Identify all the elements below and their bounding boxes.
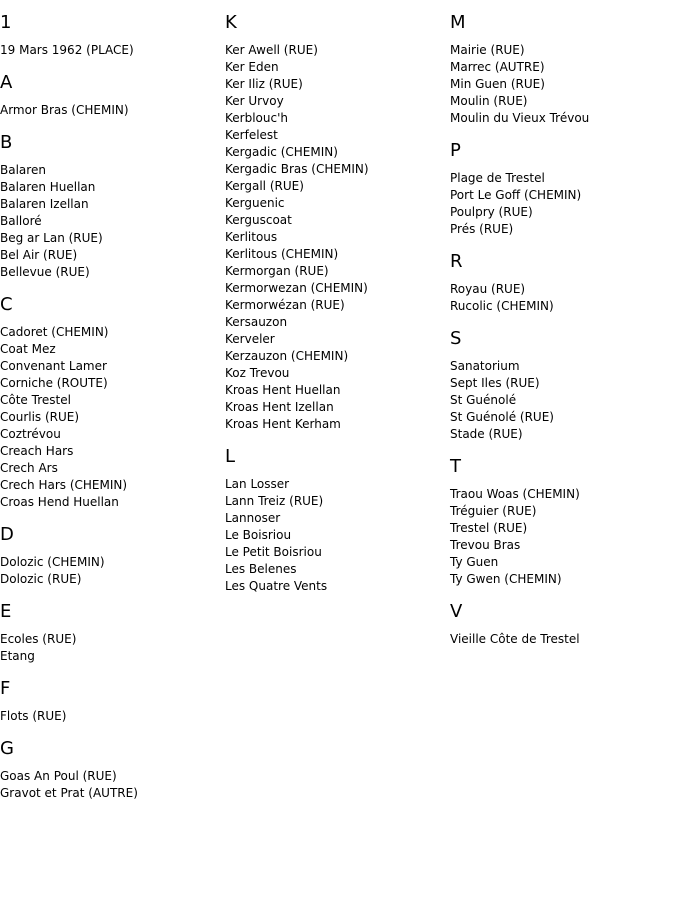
- street-item[interactable]: Etang: [0, 649, 35, 663]
- letter-section-e: [0, 601, 225, 665]
- street-item[interactable]: Goas An Poul (RUE): [0, 769, 117, 783]
- street-item[interactable]: Poulpry (RUE): [450, 205, 533, 219]
- directory-column: [0, 0, 225, 815]
- street-item[interactable]: Lan Losser: [225, 477, 290, 491]
- letter-section-a: [0, 72, 225, 119]
- street-list: [0, 42, 225, 59]
- street-list: [450, 170, 675, 238]
- street-item[interactable]: Ker Urvoy: [225, 94, 284, 108]
- letter-heading: L: [225, 446, 236, 467]
- street-item[interactable]: Ker Eden: [225, 60, 279, 74]
- street-list: [0, 631, 225, 665]
- street-item[interactable]: Coztrévou: [0, 427, 61, 441]
- letter-heading: G: [0, 738, 14, 759]
- letter-section-s: [450, 328, 675, 443]
- street-item[interactable]: Kergadic Bras (CHEMIN): [225, 162, 369, 176]
- letter-section-d: [0, 524, 225, 588]
- letter-section-b: [0, 132, 225, 281]
- street-item[interactable]: Coat Mez: [0, 342, 56, 356]
- letter-section-r: [450, 251, 675, 315]
- street-item[interactable]: Kermorwezan (CHEMIN): [225, 281, 368, 295]
- street-item[interactable]: Flots (RUE): [0, 709, 67, 723]
- street-item[interactable]: Moulin (RUE): [450, 94, 528, 108]
- street-item[interactable]: Stade (RUE): [450, 427, 523, 441]
- street-item[interactable]: Bel Air (RUE): [0, 248, 78, 262]
- street-item[interactable]: Balaren Huellan: [0, 180, 96, 194]
- street-item[interactable]: Trestel (RUE): [450, 521, 528, 535]
- letter-heading: M: [450, 12, 466, 33]
- street-item[interactable]: Kerlitous: [225, 230, 278, 244]
- letter-heading: B: [0, 132, 13, 153]
- letter-heading: T: [450, 456, 461, 477]
- letter-heading: P: [450, 140, 461, 161]
- letter-section-v: [450, 601, 675, 648]
- street-item[interactable]: Lannoser: [225, 511, 281, 525]
- street-item[interactable]: Traou Woas (CHEMIN): [450, 487, 580, 501]
- street-item[interactable]: Plage de Trestel: [450, 171, 545, 185]
- street-item[interactable]: Corniche (ROUTE): [0, 376, 108, 390]
- street-list: [450, 281, 675, 315]
- street-item[interactable]: Kerveler: [225, 332, 275, 346]
- street-item[interactable]: Kergall (RUE): [225, 179, 304, 193]
- street-item[interactable]: Courlis (RUE): [0, 410, 80, 424]
- street-item[interactable]: Kerlitous (CHEMIN): [225, 247, 339, 261]
- directory-column: [225, 0, 450, 608]
- street-item[interactable]: Cadoret (CHEMIN): [0, 325, 109, 339]
- street-item[interactable]: Balaren Izellan: [0, 197, 89, 211]
- street-item[interactable]: St Guénolé (RUE): [450, 410, 554, 424]
- street-item[interactable]: Trevou Bras: [450, 538, 521, 552]
- street-item[interactable]: Vieille Côte de Trestel: [450, 632, 580, 646]
- street-item[interactable]: Ker Iliz (RUE): [225, 77, 303, 91]
- street-list: [0, 324, 225, 511]
- letter-heading: 1: [0, 12, 12, 33]
- letter-heading: K: [225, 12, 237, 33]
- letter-section-g: [0, 738, 225, 802]
- letter-section-f: [0, 678, 225, 725]
- street-list: [225, 42, 450, 433]
- street-item[interactable]: Koz Trevou: [225, 366, 290, 380]
- street-item[interactable]: Lann Treiz (RUE): [225, 494, 324, 508]
- street-item[interactable]: Moulin du Vieux Trévou: [450, 111, 590, 125]
- street-item[interactable]: Kersauzon: [225, 315, 288, 329]
- street-list: [450, 486, 675, 588]
- street-item[interactable]: Côte Trestel: [0, 393, 71, 407]
- street-item[interactable]: Mairie (RUE): [450, 43, 525, 57]
- street-item[interactable]: Kerfelest: [225, 128, 278, 142]
- letter-heading: E: [0, 601, 12, 622]
- letter-heading: A: [0, 72, 13, 93]
- letter-section-l: [225, 446, 450, 595]
- street-list: [0, 554, 225, 588]
- street-item[interactable]: Royau (RUE): [450, 282, 526, 296]
- street-item[interactable]: Kerguscoat: [225, 213, 292, 227]
- street-item[interactable]: Crech Ars: [0, 461, 58, 475]
- street-item[interactable]: Croas Hend Huellan: [0, 495, 119, 509]
- street-item[interactable]: Le Boisriou: [225, 528, 292, 542]
- street-list: [225, 476, 450, 595]
- letter-section-1: [0, 12, 225, 59]
- street-item[interactable]: Armor Bras (CHEMIN): [0, 103, 129, 117]
- street-item[interactable]: Sept Iles (RUE): [450, 376, 540, 390]
- street-item[interactable]: Kerguenic: [225, 196, 285, 210]
- letter-section-p: [450, 140, 675, 238]
- street-item[interactable]: Le Petit Boisriou: [225, 545, 322, 559]
- street-list: [450, 42, 675, 127]
- letter-heading: F: [0, 678, 11, 699]
- street-item[interactable]: Sanatorium: [450, 359, 520, 373]
- letter-heading: C: [0, 294, 13, 315]
- street-item[interactable]: Bellevue (RUE): [0, 265, 90, 279]
- street-item[interactable]: Kroas Hent Kerham: [225, 417, 341, 431]
- street-list: [450, 631, 675, 648]
- street-list: [0, 102, 225, 119]
- letter-heading: S: [450, 328, 462, 349]
- letter-heading: D: [0, 524, 14, 545]
- street-item[interactable]: Kerzauzon (CHEMIN): [225, 349, 349, 363]
- street-item[interactable]: Tréguier (RUE): [450, 504, 537, 518]
- street-item[interactable]: Dolozic (RUE): [0, 572, 82, 586]
- street-list: [0, 768, 225, 802]
- letter-section-m: [450, 12, 675, 127]
- street-item[interactable]: Creach Hars: [0, 444, 74, 458]
- street-item[interactable]: Les Quatre Vents: [225, 579, 328, 593]
- letter-section-c: [0, 294, 225, 511]
- street-item[interactable]: Kroas Hent Izellan: [225, 400, 334, 414]
- street-list: [0, 708, 225, 725]
- street-item[interactable]: Ty Guen: [450, 555, 499, 569]
- street-item[interactable]: Rucolic (CHEMIN): [450, 299, 554, 313]
- street-item[interactable]: Balaren: [0, 163, 46, 177]
- letter-heading: V: [450, 601, 463, 622]
- street-item[interactable]: Kermorwézan (RUE): [225, 298, 345, 312]
- letter-heading: R: [450, 251, 463, 272]
- street-item[interactable]: Port Le Goff (CHEMIN): [450, 188, 582, 202]
- street-item[interactable]: Convenant Lamer: [0, 359, 107, 373]
- street-list: [450, 358, 675, 443]
- street-item[interactable]: Kerblouc'h: [225, 111, 288, 125]
- street-item[interactable]: Balloré: [0, 214, 42, 228]
- street-item[interactable]: Marrec (AUTRE): [450, 60, 545, 74]
- street-item[interactable]: Ker Awell (RUE): [225, 43, 318, 57]
- street-item[interactable]: Ty Gwen (CHEMIN): [450, 572, 562, 586]
- street-item[interactable]: Kermorgan (RUE): [225, 264, 329, 278]
- street-list: [0, 162, 225, 281]
- street-item[interactable]: Gravot et Prat (AUTRE): [0, 786, 138, 800]
- letter-section-k: [225, 12, 450, 433]
- street-item[interactable]: Min Guen (RUE): [450, 77, 545, 91]
- street-item[interactable]: Les Belenes: [225, 562, 297, 576]
- street-item[interactable]: Prés (RUE): [450, 222, 514, 236]
- street-item[interactable]: Crech Hars (CHEMIN): [0, 478, 128, 492]
- street-item[interactable]: Dolozic (CHEMIN): [0, 555, 105, 569]
- directory-column: [450, 0, 675, 661]
- street-item[interactable]: Ecoles (RUE): [0, 632, 77, 646]
- street-item[interactable]: St Guénolé: [450, 393, 517, 407]
- street-item[interactable]: Beg ar Lan (RUE): [0, 231, 103, 245]
- street-item[interactable]: Kroas Hent Huellan: [225, 383, 341, 397]
- street-item[interactable]: Kergadic (CHEMIN): [225, 145, 338, 159]
- street-item[interactable]: 19 Mars 1962 (PLACE): [0, 43, 134, 57]
- letter-section-t: [450, 456, 675, 588]
